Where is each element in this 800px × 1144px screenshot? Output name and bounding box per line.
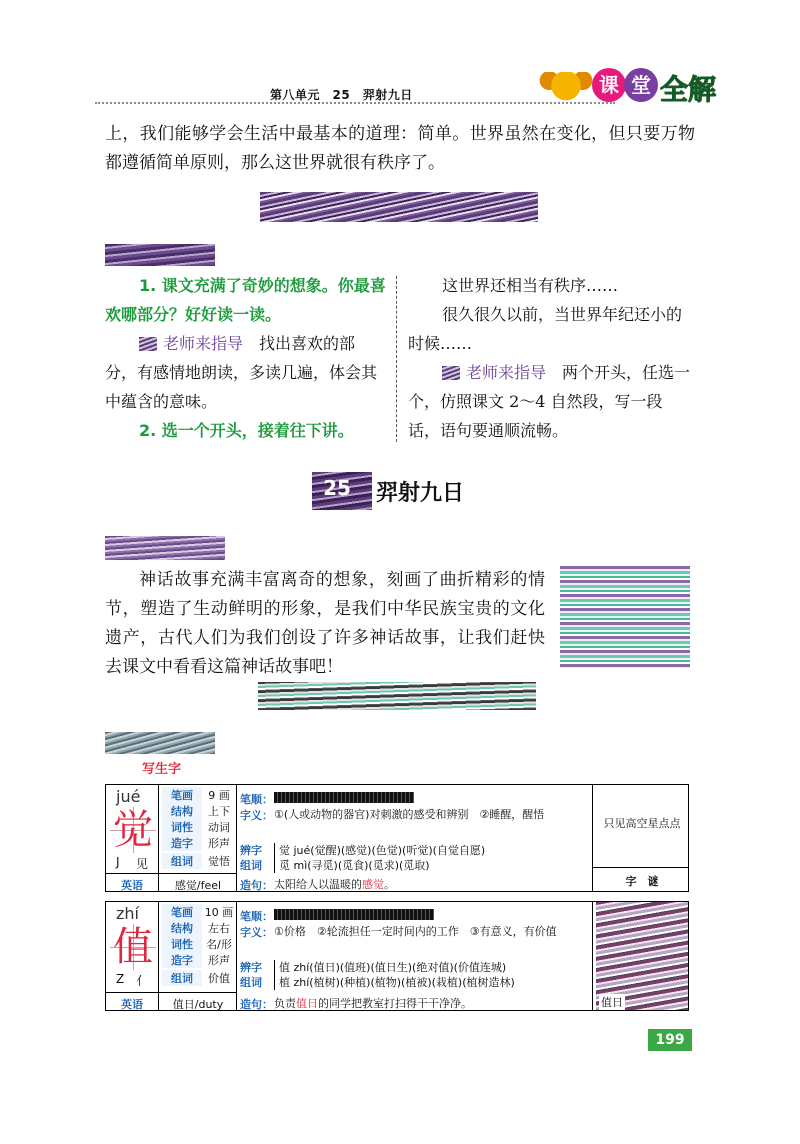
english-label: 英语 (121, 879, 143, 892)
stroke-order-label: 笔顺： (240, 793, 273, 806)
distinguish-word-2: 觅 mì(寻觅)(觅食)(觅求)(觅取) (279, 859, 430, 872)
formation: 形声 (208, 954, 230, 967)
character: 值 (110, 924, 156, 970)
logo-char-2: 堂 (624, 68, 658, 102)
distinguish-word-1: 觉 jué(觉醒)(感觉)(色觉)(听觉)(自觉自愿) (279, 844, 486, 857)
formation-label: 造字 (162, 835, 202, 851)
group-label: 组词 (240, 859, 262, 872)
sentence-part: 的同学把教室打扫得干干净净。 (318, 997, 472, 1010)
distinguish-word-1: 值 zhí(值日)(值班)(值日生)(绝对值)(价值连城) (279, 961, 507, 974)
page-number: 199 (648, 1029, 692, 1051)
radical: 见 (136, 857, 149, 871)
lesson-illustration (560, 566, 690, 668)
book-logo (538, 66, 716, 108)
tip-icon (139, 337, 157, 351)
radical-index: J (116, 855, 120, 869)
write-characters-label: 写生字 (142, 762, 182, 777)
part-of-speech: 名/形 (206, 938, 232, 951)
exercise-question-1: 1. 课文充满了奇妙的想象。你最喜欢哪部分？好好读一读。 (105, 276, 386, 324)
stroke-order-label: 笔顺： (240, 910, 273, 923)
logo-char-1: 课 (592, 68, 626, 102)
meaning-label: 字义： (240, 926, 273, 939)
sentence-label: 造句： (240, 998, 273, 1011)
tip-text: 找出喜欢的部分，有感情地朗读，多读几遍，体会其中蕴含的意味。 (105, 334, 378, 411)
story-opening-1: 这世界还相当有秩序…… (442, 276, 619, 295)
stroke-order-icon (274, 909, 434, 920)
stroke-order (274, 791, 592, 806)
column-divider (396, 276, 397, 442)
lesson-title: 羿射九日 (376, 481, 465, 506)
exercise-question-2: 2. 选一个开头，接着往下讲。 (139, 421, 354, 440)
meaning: ①(人或动物的器官)对刺激的感受和辨别 ②睡醒，醒悟 (274, 808, 545, 821)
pos-label: 词性 (162, 819, 202, 835)
word-label: 组词 (162, 853, 202, 869)
story-opening-2: 很久很久以前，当世界年纪还小的时候…… (408, 305, 683, 353)
radical-index: Z (116, 972, 125, 986)
distinguish-labels (240, 843, 274, 873)
tip-icon (442, 366, 460, 380)
distinguish-word-2: 植 zhí(植树)(种植)(植物)(植被)(栽植)(植树造林) (279, 976, 515, 989)
riddle-text: 只见高空星点点 (603, 817, 681, 830)
english-label: 英语 (121, 998, 143, 1011)
sentence-part: 太阳给人以温暖的 (274, 878, 362, 891)
logo-text: 全解 (660, 73, 717, 106)
stroke-order-icon (274, 792, 414, 803)
example-sentence (274, 996, 592, 1011)
english: 感觉/feel (174, 879, 222, 892)
sentence-label: 造句： (240, 879, 273, 892)
structure-label: 结构 (162, 803, 202, 819)
formation-label: 造字 (162, 952, 202, 968)
strokes-label: 笔画 (162, 904, 202, 920)
exercise-right-column (408, 271, 693, 445)
meaning-label: 字义： (240, 809, 273, 822)
radical: 亻 (136, 974, 149, 988)
sentence-highlight: 值日 (296, 997, 318, 1010)
decorative-band (258, 682, 536, 710)
distinguish-words (274, 843, 592, 873)
section-marker-icon (105, 732, 215, 754)
sentence-part: 。 (384, 878, 395, 891)
english: 值日/duty (172, 998, 224, 1011)
stroke-order (274, 908, 592, 923)
character: 觉 (110, 807, 156, 853)
structure: 上下 (208, 805, 230, 818)
example-sentence (274, 877, 592, 892)
illustration-caption: 值日 (601, 996, 623, 1009)
group-label: 组词 (240, 976, 262, 989)
sentence-part: 负责 (274, 997, 296, 1010)
word: 觉悟 (208, 855, 230, 868)
word-label: 组词 (162, 970, 202, 986)
sentence-highlight: 感觉 (362, 878, 384, 891)
strokes-label: 笔画 (162, 787, 202, 803)
distinguish-label: 辨字 (240, 961, 262, 974)
pos-label: 词性 (162, 936, 202, 952)
pinyin: zhí (116, 904, 139, 923)
word: 价值 (208, 972, 230, 985)
structure-label: 结构 (162, 920, 202, 936)
distinguish-label: 辨字 (240, 844, 262, 857)
unit-header: 第八单元 25 羿射九日 (270, 88, 413, 102)
exercise-tip-1 (105, 329, 387, 416)
distinguish-words (274, 960, 592, 990)
part-of-speech: 动词 (208, 821, 230, 834)
riddle-label: 字 谜 (625, 875, 659, 888)
section-marker-icon (105, 536, 225, 560)
meaning: ①价格 ②轮流担任一定时间内的工作 ③有意义，有价值 (274, 925, 557, 938)
pinyin: jué (116, 787, 141, 806)
lesson-number: 25 (323, 476, 351, 500)
character-card-jue (105, 784, 689, 892)
header-divider (95, 102, 615, 104)
exercise-left-column (105, 271, 387, 445)
decorative-band (260, 192, 538, 222)
intro-paragraph: 上，我们能够学会生活中最基本的道理：简单。世界虽然在变化，但只要万物都遵循简单原则，那么这世界就很有秩序了。 (105, 124, 695, 173)
tip-label: 老师来指导 (163, 334, 244, 353)
structure: 左右 (208, 922, 230, 935)
lesson-intro: 神话故事充满丰富离奇的想象，刻画了曲折精彩的情节，塑造了生动鲜明的形象，是我们中华民族宝贵的文化遗产，古代人们为我们创设了许多神话故事，让我们赶快去课文中看看这篇神话故事吧！ (105, 570, 545, 677)
tip-label: 老师来指导 (466, 363, 547, 382)
character-card-zhi (105, 901, 689, 1011)
distinguish-labels (240, 960, 274, 990)
strokes: 10 画 (204, 906, 234, 919)
section-marker-icon (105, 244, 215, 266)
tip-text: 两个开头，任选一个，仿照课文 2～4 自然段，写一段话，语句要通顺流畅。 (408, 363, 691, 440)
formation: 形声 (208, 837, 230, 850)
exercise-tip-2 (408, 358, 693, 445)
strokes: 9 画 (208, 789, 230, 802)
bear-mascot-icon (538, 72, 594, 106)
